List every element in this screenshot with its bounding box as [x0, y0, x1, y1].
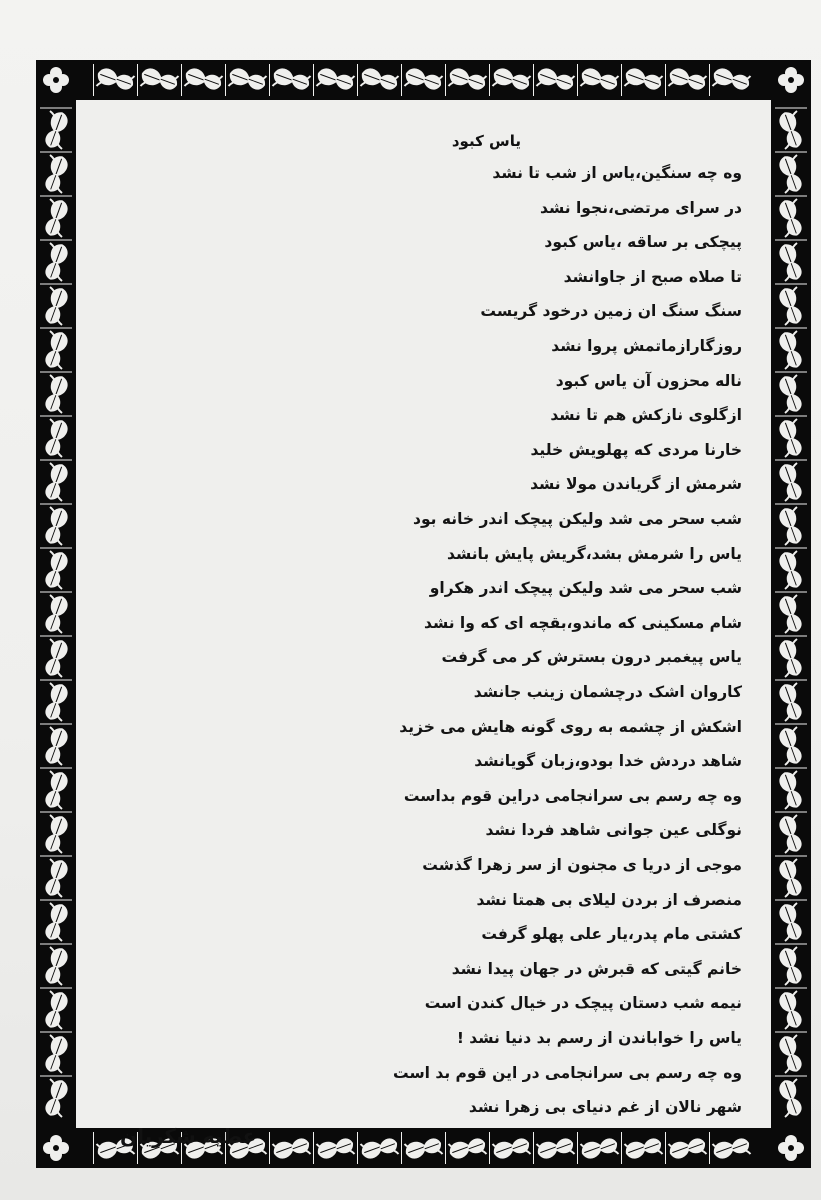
poem-line: کاروان اشک درچشمان زینب جانشد — [473, 683, 742, 701]
poem-line: یاس را خواباندن از رسم بد دنیا نشد ! — [456, 1029, 742, 1047]
poem-line: نیمه شب دستان پیچک در خیال کندن است — [424, 994, 742, 1013]
poem-line: شب سحر می شد ولیکن پیچک اندر خانه بود — [413, 510, 742, 528]
poem-line: موجی از دریا ی مجنون از سر زهرا گذشت — [422, 856, 742, 874]
poem-line: منصرف از بردن لیلای بی همتا نشد — [476, 890, 742, 909]
poem-line: تا صلاه صبح از جاوانشد — [563, 267, 742, 286]
poem-line: شاهد دردش خدا بودو،زبان گویانشد — [474, 752, 742, 771]
poem-line: شرمش از گریاندن مولا نشد — [530, 475, 742, 494]
poem-line: وه چه رسم بی سرانجامی دراین قوم بداست — [403, 786, 742, 805]
poem-line: خانم گیتی که قبرش در جهان پیدا نشد — [451, 959, 742, 978]
poem-line: یاس را شرمش بشد،گریش پایش بانشد — [446, 544, 742, 563]
poem-line: اشکش از چشمه به روی گونه هایش می خزید — [399, 717, 742, 736]
poem-line: روزگارازماتمش پروا نشد — [551, 337, 742, 355]
poem-line: یاس پیغمبر درون بسترش کر می گرفت — [441, 648, 742, 667]
poem-line: شب سحر می شد ولیکن پیچک اندر هکراو — [429, 579, 742, 598]
poem-line: ازگلوی نازکش هم تا نشد — [550, 406, 742, 425]
poem-line: وه چه سنگین،یاس از شب تا نشد — [492, 164, 742, 182]
poem-line: ناله محزون آن یاس کبود — [555, 371, 742, 390]
poem-line: شهر نالان از غم دنیای بی زهرا نشد — [468, 1098, 742, 1117]
poem-line: سنگ سنگ ان زمین درخود گریست — [480, 302, 742, 321]
author-signature: عطیه شکریان — [120, 1124, 257, 1148]
poem-line: در سرای مرتضی،نجوا نشد — [540, 198, 742, 217]
poem-line: شام مسکینی که ماندو،بقچه ای که وا نشد — [423, 613, 742, 632]
poem-line: خارنا مردی که پهلویش خلید — [530, 440, 742, 459]
poem-line: نوگلی عین جوانی شاهد فردا نشد — [485, 821, 742, 840]
poem-line: وه چه رسم بی سرانجامی در این قوم بد است — [393, 1063, 742, 1082]
poem-line: کشتی مام پدر،یار علی پهلو گرفت — [481, 925, 742, 944]
poem-title: یاس کبود — [451, 132, 521, 150]
poem-line: پیچکی بر ساقه ،یاس کبود — [544, 233, 742, 252]
